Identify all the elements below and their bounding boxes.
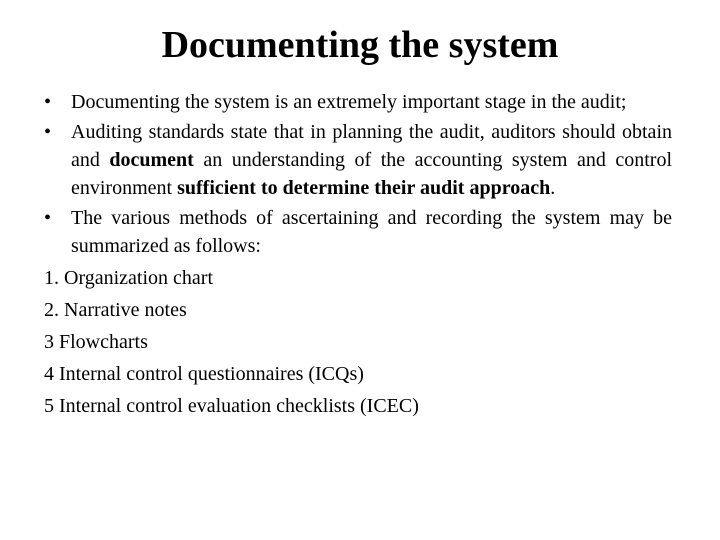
bullet-list	[44, 88, 672, 260]
slide-content	[44, 88, 672, 422]
method-item: 3 Flowcharts	[44, 331, 148, 353]
bullet-item	[44, 118, 672, 202]
bullet-text: Documenting the system is an extremely important stage in the audit;	[71, 91, 627, 113]
bullet-dot: •	[44, 207, 52, 229]
slide-title: Documenting the system	[161, 24, 559, 66]
bullet-text: .	[550, 177, 556, 199]
method-item: 5 Internal control evaluation checklists (ICEC)	[44, 395, 419, 417]
method-item: 2. Narrative notes	[44, 299, 187, 321]
method-item: 1. Organization chart	[44, 267, 214, 289]
bullet-emphasis: sufficient to determine their audit approach	[177, 177, 551, 199]
bullet-item	[44, 88, 672, 116]
bullet-emphasis: document	[109, 149, 194, 171]
bullet-dot: •	[44, 91, 52, 113]
bullet-item	[44, 204, 672, 260]
method-item: 4 Internal control questionnaires (ICQs)	[44, 363, 364, 385]
methods-list	[44, 262, 672, 422]
bullet-text: Auditing standards state that in planning the audit, auditors should obtain and	[71, 121, 672, 171]
bullet-text: The various methods of ascertaining and recording the system may be summarized as follows:	[71, 207, 672, 257]
bullet-text: an understanding of the accounting system and control environment	[71, 149, 672, 199]
bullet-dot: •	[44, 121, 52, 143]
